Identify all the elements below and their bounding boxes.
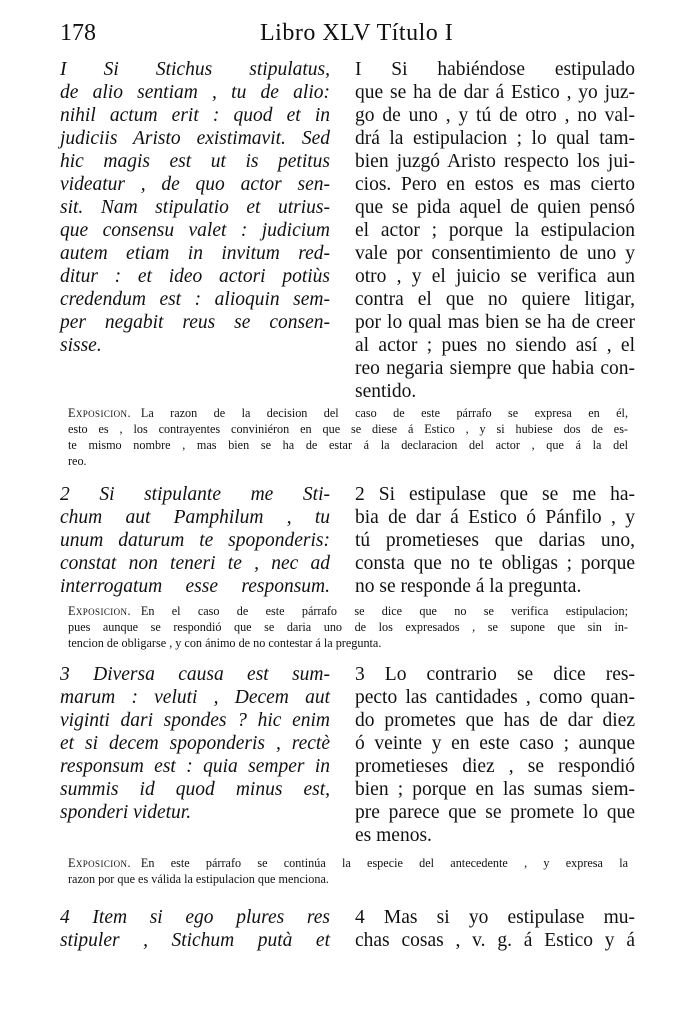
latin-line: hic magis est ut is petitus [60, 151, 330, 172]
spanish-line: pre parece que se promete lo que [355, 802, 635, 823]
spanish-line: I Si habiéndose estipulado [355, 59, 635, 80]
exposicion-line: reo. [68, 454, 87, 468]
exposicion-3 [68, 855, 628, 887]
spanish-line: 3 Lo contrario se dice res- [355, 664, 635, 685]
exposicion-line: tencion de obligarse , y con ánimo de no contestar á la pregunta. [68, 636, 382, 650]
latin-line: constat non teneri te , nec ad [60, 553, 330, 574]
spanish-line: por lo qual mas bien se ha de creer [355, 312, 635, 333]
latin-line: chum aut Pamphilum , tu [60, 507, 330, 528]
exposicion-label: Exposicion. [68, 604, 131, 618]
exposicion-line: pues aunque se respondió que se daria uno de los expresados , se supone que sin in- [68, 620, 628, 634]
spanish-text [355, 58, 635, 403]
spanish-line: consta que no te obligas ; porque [355, 553, 635, 574]
spanish-line: es menos. [355, 825, 432, 846]
spanish-line: ó veinte y en este caso ; aunque [355, 733, 635, 754]
latin-text [60, 906, 330, 952]
spanish-line: drá la estipulacion ; lo qual tam- [355, 128, 635, 149]
latin-line: summis id quod minus est, [60, 779, 330, 800]
latin-line: et si decem spoponderis , rectè [60, 733, 330, 754]
spanish-line: bien juzgó Aristo respecto los jui- [355, 151, 635, 172]
spanish-line: go de uno , y tú de otro , no val- [355, 105, 635, 126]
spanish-line: chas cosas , v. g. á Estico y á [355, 930, 635, 951]
latin-line: autem etiam in invitum red- [60, 243, 330, 264]
exposicion-line [68, 405, 628, 421]
latin-line: 4 Item si ego plures res [60, 907, 330, 928]
spanish-line: no se responde á la pregunta. [355, 576, 582, 597]
exposicion-text: En este párrafo se continúa la especie del antecedente , y expresa la [140, 856, 628, 870]
spanish-line: cios. Pero en estos es mas cierto [355, 174, 635, 195]
latin-line: videatur , de quo actor sen- [60, 174, 330, 195]
spanish-line: el actor ; porque la estipulacion [355, 220, 635, 241]
latin-line: que consensu valet : judicium [60, 220, 330, 241]
exposicion-line [68, 855, 628, 871]
latin-line: sponderi videtur. [60, 802, 192, 823]
spanish-line: que se pida aquel de quien pensó [355, 197, 635, 218]
spanish-line: 4 Mas si yo estipulase mu- [355, 907, 635, 928]
spanish-line: que se ha de dar á Estico , yo juz- [355, 82, 635, 103]
exposicion-line: esto es , los contrayentes conviniéron en que se diese á Estico , y si hubiese dos de es- [68, 422, 628, 436]
latin-line: nihil actum erit : quod et in [60, 105, 330, 126]
exposicion-2 [68, 603, 628, 651]
exposicion-text: La razon de la decision del caso de este párrafo se expresa en él, [140, 406, 628, 420]
spanish-text [355, 663, 635, 847]
latin-line: sisse. [60, 335, 102, 356]
spanish-line: vale por consentimiento de uno y [355, 243, 635, 264]
spanish-line: contra el que no quiere litigar, [355, 289, 635, 310]
latin-line: 3 Diversa causa est sum- [60, 664, 330, 685]
latin-text [60, 483, 330, 598]
latin-line: I Si Stichus stipulatus, [60, 59, 330, 80]
spanish-line: 2 Si estipulase que se me ha- [355, 484, 635, 505]
exposicion-label: Exposicion. [68, 406, 131, 420]
spanish-text [355, 906, 635, 952]
latin-text [60, 58, 330, 357]
spanish-line: prometieses diez , se respondió [355, 756, 635, 777]
exposicion-line: razon por que es válida la estipulacion que menciona. [68, 872, 329, 886]
exposicion-line: te mismo nombre , mas bien se ha de estar á la declaracion del actor , que á la del [68, 438, 628, 452]
spanish-line: sentido. [355, 381, 417, 402]
latin-line: credendum est : alioquin sem- [60, 289, 330, 310]
latin-line: ditur : et ideo actori potiùs [60, 266, 330, 287]
latin-line: 2 Si stipulante me Sti- [60, 484, 330, 505]
page-header [60, 20, 630, 50]
running-title: Libro XLV Título I [260, 20, 454, 46]
spanish-line: pecto las cantidades , como quan- [355, 687, 635, 708]
latin-line: judiciis Aristo existimavit. Sed [60, 128, 330, 149]
latin-line: viginti dari spondes ? hic enim [60, 710, 330, 731]
spanish-line: al actor ; pues no siendo así , el [355, 335, 635, 356]
exposicion-1 [68, 405, 628, 469]
latin-line: responsum est : quia semper in [60, 756, 330, 777]
exposicion-label: Exposicion. [68, 856, 131, 870]
exposicion-line [68, 603, 628, 619]
latin-line: sit. Nam stipulatio et utrius- [60, 197, 330, 218]
latin-line: marum : veluti , Decem aut [60, 687, 330, 708]
latin-line: interrogatum esse responsum. [60, 576, 330, 597]
spanish-line: reo negaria siempre que habia con- [355, 358, 635, 379]
latin-line: de alio sentiam , tu de alio: [60, 82, 330, 103]
spanish-line: tú prometieses que darias uno, [355, 530, 635, 551]
page-number: 178 [60, 20, 96, 46]
spanish-line: bien ; porque en las sumas siem- [355, 779, 635, 800]
spanish-text [355, 483, 635, 598]
latin-line: stipuler , Stichum putà et [60, 930, 330, 951]
latin-line: unum daturum te spoponderis: [60, 530, 330, 551]
spanish-line: bia de dar á Estico ó Pánfilo , y [355, 507, 635, 528]
latin-text [60, 663, 330, 824]
exposicion-text: En el caso de este párrafo se dice que no se verifica estipulacion; [140, 604, 628, 618]
spanish-line: do prometes que has de dar diez [355, 710, 635, 731]
spanish-line: otro , y el juicio se verifica aun [355, 266, 635, 287]
latin-line: per negabit reus se consen- [60, 312, 330, 333]
